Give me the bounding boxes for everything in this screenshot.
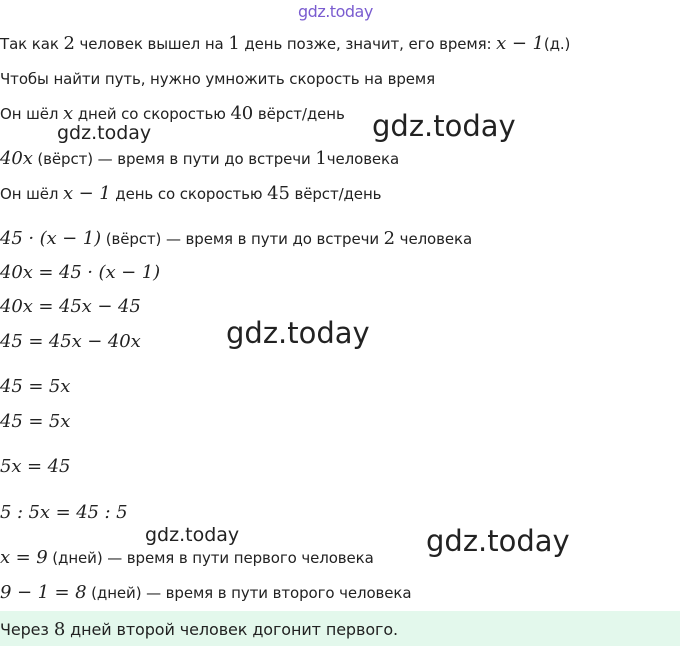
- equation-4: 45 = 5x: [0, 376, 71, 397]
- line-1: Так как 2 человек вышел на 1 день позже, значит, его время: x − 1(д.): [0, 33, 571, 54]
- line-6: 45 · (x − 1) (вёрст) — время в пути до встречи 2 человека: [0, 228, 473, 249]
- line-2: Чтобы найти путь, нужно умножить скорость на время: [0, 70, 436, 88]
- watermark-large-2: gdz.today: [226, 316, 370, 350]
- answer-text: Через 8 дней второй человек догонит первого.: [0, 619, 398, 640]
- equation-2: 40x = 45x − 45: [0, 296, 141, 317]
- result-first: x = 9 (дней) — время в пути первого человека: [0, 547, 374, 568]
- line-5: Он шёл x − 1 день со скоростью 45 вёрст/день: [0, 183, 382, 204]
- line-4: 40x (вёрст) — время в пути до встречи 1человека: [0, 148, 400, 169]
- result-second: 9 − 1 = 8 (дней) — время в пути второго человека: [0, 582, 412, 603]
- equation-5: 45 = 5x: [0, 411, 71, 432]
- watermark-small-2: gdz.today: [145, 524, 240, 546]
- equation-3: 45 = 45x − 40x: [0, 331, 141, 352]
- watermark-large-3: gdz.today: [426, 524, 570, 558]
- line-3: Он шёл x дней со скоростью 40 вёрст/день: [0, 103, 345, 124]
- watermark-top: gdz.today: [298, 2, 373, 21]
- watermark-small-1: gdz.today: [57, 122, 152, 144]
- equation-7: 5 : 5x = 45 : 5: [0, 502, 128, 523]
- equation-6: 5x = 45: [0, 456, 71, 477]
- equation-1: 40x = 45 · (x − 1): [0, 262, 161, 283]
- watermark-large-1: gdz.today: [372, 109, 516, 143]
